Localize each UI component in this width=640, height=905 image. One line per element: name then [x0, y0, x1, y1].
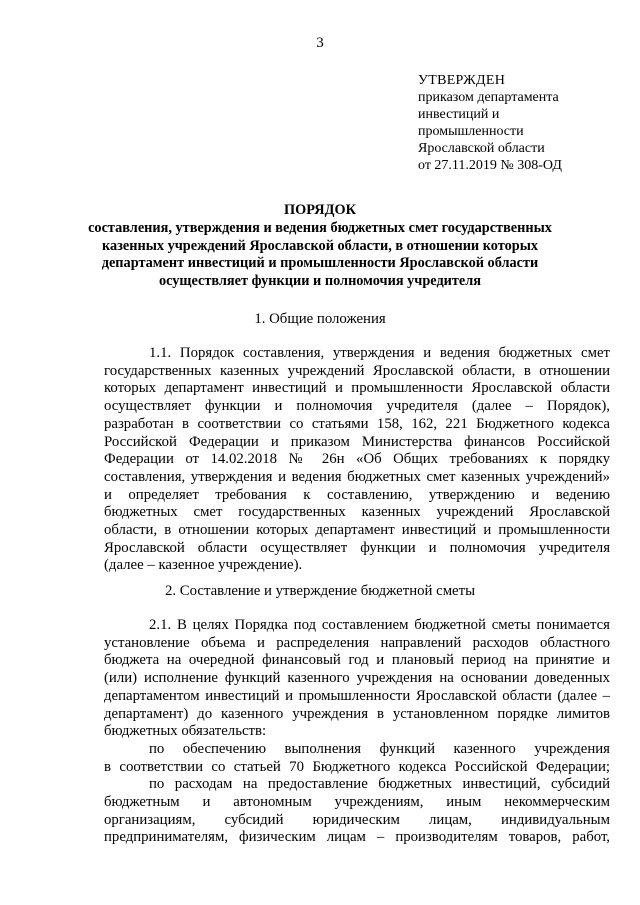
paragraph-line: которых департамент инвестиций и промышленности Ярославской области [104, 380, 610, 397]
section-1-heading: 1. Общие положения [254, 311, 386, 327]
paragraph-line: Российской Федерации и приказом Министерства финансов Российской [104, 433, 610, 450]
paragraph-line: бюджетных смет государственных казенных учреждений Ярославской [104, 504, 610, 521]
title-line: осуществляет функции и полномочия учредителя [158, 273, 482, 290]
paragraph-line: государственных казенных учреждений Ярославской области, в отношении [104, 362, 610, 379]
page-number: 3 [316, 35, 324, 51]
title-line: департамент инвестиций и промышленности Ярославской области [101, 255, 539, 272]
paragraph-line: 1.1. Порядок составления, утверждения и ведения бюджетных смет [149, 345, 610, 361]
paragraph-line: разработан в соответствии со статьями 158, 162, 221 Бюджетного кодекса [104, 415, 610, 432]
paragraph-line: в соответствии со статьей 70 Бюджетного кодекса Российской Федерации; [104, 758, 610, 775]
document-title [0, 202, 640, 291]
approval-line: приказом департамента [418, 90, 559, 105]
paragraph-line: организациям, субсидий юридическим лицам, индивидуальным [104, 811, 610, 828]
paragraph-line: по расходам на предоставление бюджетных инвестиций, субсидий [149, 776, 610, 793]
title-line: составления, утверждения и ведения бюджетных смет государственных [88, 219, 552, 236]
paragraph-line: (или) исполнение функций казенного учреждения на основании доведенных [104, 670, 610, 687]
paragraph-line: департаментом инвестиций и промышленности Ярославской области (далее – [104, 687, 610, 704]
paragraph-line: Ярославской области осуществляет функции и полномочия учредителя [104, 539, 610, 556]
paragraph-line: осуществляет функции и полномочия учредителя (далее – Порядок), [104, 398, 610, 415]
title-line: казенных учреждений Ярославской области, в отношении которых [101, 237, 539, 254]
paragraph-line: установление объема и распределения направлений расходов областного [104, 634, 610, 651]
paragraph-line: (далее – казенное учреждение). [104, 557, 303, 574]
paragraph-line: бюджетных обязательств: [104, 723, 267, 740]
section-2-heading: 2. Составление и утверждение бюджетной сметы [164, 583, 476, 599]
paragraph-line: 2.1. В целях Порядка под составлением бюджетной сметы понимается [149, 617, 610, 633]
paragraph-line: бюджета на очередной финансовый год и плановый период на принятие и [104, 652, 610, 669]
approval-heading: УТВЕРЖДЕН [418, 73, 506, 88]
paragraph-line: департамент) до казенного учреждения в установленном порядке лимитов [104, 705, 610, 722]
approval-line: от 27.11.2019 № 308-ОД [418, 158, 562, 173]
section-2-text [104, 617, 610, 847]
paragraph-line: бюджетным и автономным учреждениям, иным некоммерческим [104, 794, 610, 811]
paragraph-line: по обеспечению выполнения функций казенного учреждения [149, 740, 610, 757]
paragraph-line: и определяет требования к составлению, утверждению и ведению [104, 486, 610, 503]
approval-line: Ярославской области [418, 141, 545, 156]
title-heading: ПОРЯДОК [284, 202, 356, 218]
approval-line: инвестиций и [418, 107, 500, 122]
approval-line: промышленности [418, 124, 524, 139]
paragraph-line: Федерации от 14.02.2018 № 26н «Об Общих требованиях к порядку [104, 451, 610, 468]
paragraph-line: предпринимателям, физическим лицам – производителям товаров, работ, [104, 829, 610, 846]
paragraph-line: составления, утверждения и ведения бюджетных смет казенных учреждений» [104, 468, 610, 485]
paragraph-line: области, в отношении которых департамент инвестиций и промышленности [104, 522, 610, 539]
section-1-text [104, 345, 610, 575]
approval-block [418, 72, 562, 174]
